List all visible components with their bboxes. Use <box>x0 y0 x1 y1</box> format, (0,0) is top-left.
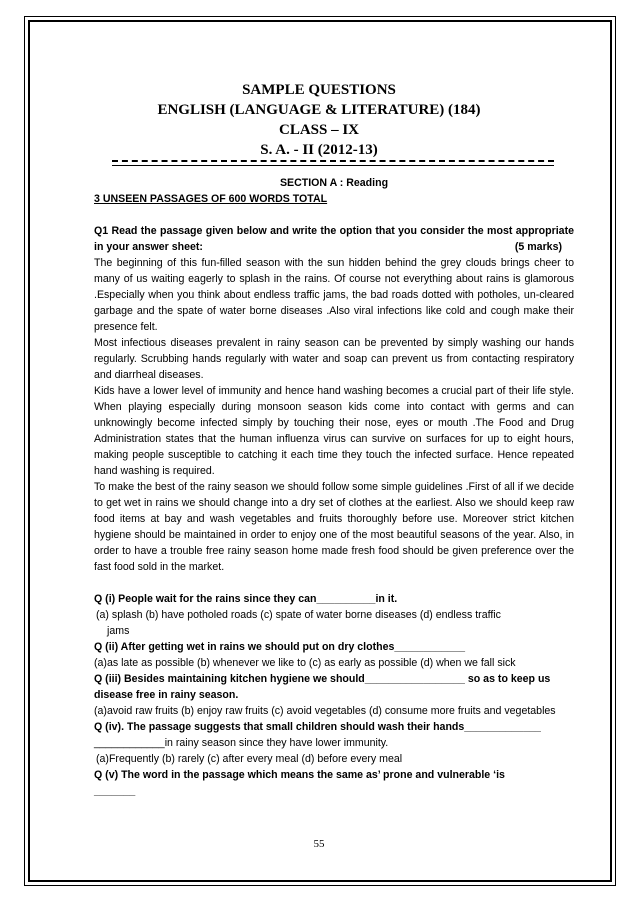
header-dashed-divider <box>112 160 554 162</box>
q1-marks: (5 marks) <box>514 241 562 253</box>
question-ii-options: (a)as late as possible (b) whenever we like to (c) as early as possible (d) when we fall sick <box>94 657 516 669</box>
header-class: CLASS – IX <box>278 122 360 138</box>
spacer <box>94 575 574 591</box>
question-iii-options: (a)avoid raw fruits (b) enjoy raw fruits (c) avoid vegetables (d) consume more fruits and vegetables <box>94 705 556 717</box>
question-v-blank: _______ <box>94 785 136 797</box>
question-i-options-line2: jams <box>107 625 130 637</box>
passage-paragraph-3: Kids have a lower level of immunity and hence hand washing becomes a crucial part of their life style. When playing especially during monsoon season kids come into contact with germs and can unknowingly become infected simply by touching their nose, eyes or mouth .The Food and Drug Administration states that the human influenza virus can survive on surfaces for up to eight hours, making people susceptible to catching it each time they touch the infected surface. Hence repeated hand washing is required. <box>94 385 574 477</box>
header-title: SAMPLE QUESTIONS <box>242 82 396 98</box>
q1-instruction <box>94 223 574 255</box>
document-header <box>0 80 638 160</box>
question-iv-options: (a)Frequently (b) rarely (c) after every meal (d) before every meal <box>96 753 403 765</box>
passage-paragraph-2: Most infectious diseases prevalent in rainy season can be prevented by simply washing our hands regularly. Scrubbing hands regularly with water and soap can prevent us from contacting respiratory and diarrheal diseases. <box>94 337 574 381</box>
spacer <box>94 207 574 223</box>
question-iv-stem: Q (iv). The passage suggests that small children should wash their hands_____________ <box>94 721 541 733</box>
question-i-options <box>94 607 574 639</box>
header-subject: ENGLISH (LANGUAGE & LITERATURE) (184) <box>157 102 481 118</box>
question-i-stem: Q (i) People wait for the rains since they can__________in it. <box>94 593 398 605</box>
document-body <box>94 175 574 799</box>
passage-paragraph-1: The beginning of this fun-filled season with the sun hidden behind the grey clouds brings cheer to many of us waiting eagerly to splash in the rains. Of course not everything about rains is glamorous .Especially when you think about endless traffic jams, the bad roads dotted with potholes, un-cleared garbage and the spate of water borne diseases .Also viral infections like cold and cough make their presence felt. <box>94 257 574 333</box>
passage-paragraph-4: To make the best of the rainy season we should follow some simple guidelines .First of all if we decide to get wet in rains we should change into a dry set of clothes at the earliest. Also we should keep raw food items at bay and wash vegetables and fruits thoroughly before use. Moreover strict kitchen hygiene should be maintained in order to enjoy one of the most beautiful seasons of the year. Also, in order to have a trouble free rainy season home made fresh food should be given preference over the fast food sold in the market. <box>94 481 574 573</box>
question-ii-stem: Q (ii) After getting wet in rains we should put on dry clothes____________ <box>94 641 466 653</box>
header-underline-divider <box>112 165 554 166</box>
page-number: 55 <box>313 838 325 850</box>
section-title: SECTION A : Reading <box>279 177 389 189</box>
question-iii-stem: Q (iii) Besides maintaining kitchen hygiene we should_________________ so as to keep us disease free in rainy season. <box>94 673 551 701</box>
section-subtitle: 3 UNSEEN PASSAGES OF 600 WORDS TOTAL <box>94 193 328 205</box>
question-i-options-line1: (a) splash (b) have potholed roads (c) spate of water borne diseases (d) endless traffic <box>96 609 501 621</box>
header-term: S. A. - II (2012-13) <box>260 142 378 158</box>
question-v-stem: Q (v) The word in the passage which means the same as’ prone and vulnerable ‘is <box>94 769 505 781</box>
q1-instruction-text: Q1 Read the passage given below and write the option that you consider the most appropriate in your answer sheet: <box>94 225 574 253</box>
question-iv-stem-continued: ____________in rainy season since they have lower immunity. <box>94 737 389 749</box>
